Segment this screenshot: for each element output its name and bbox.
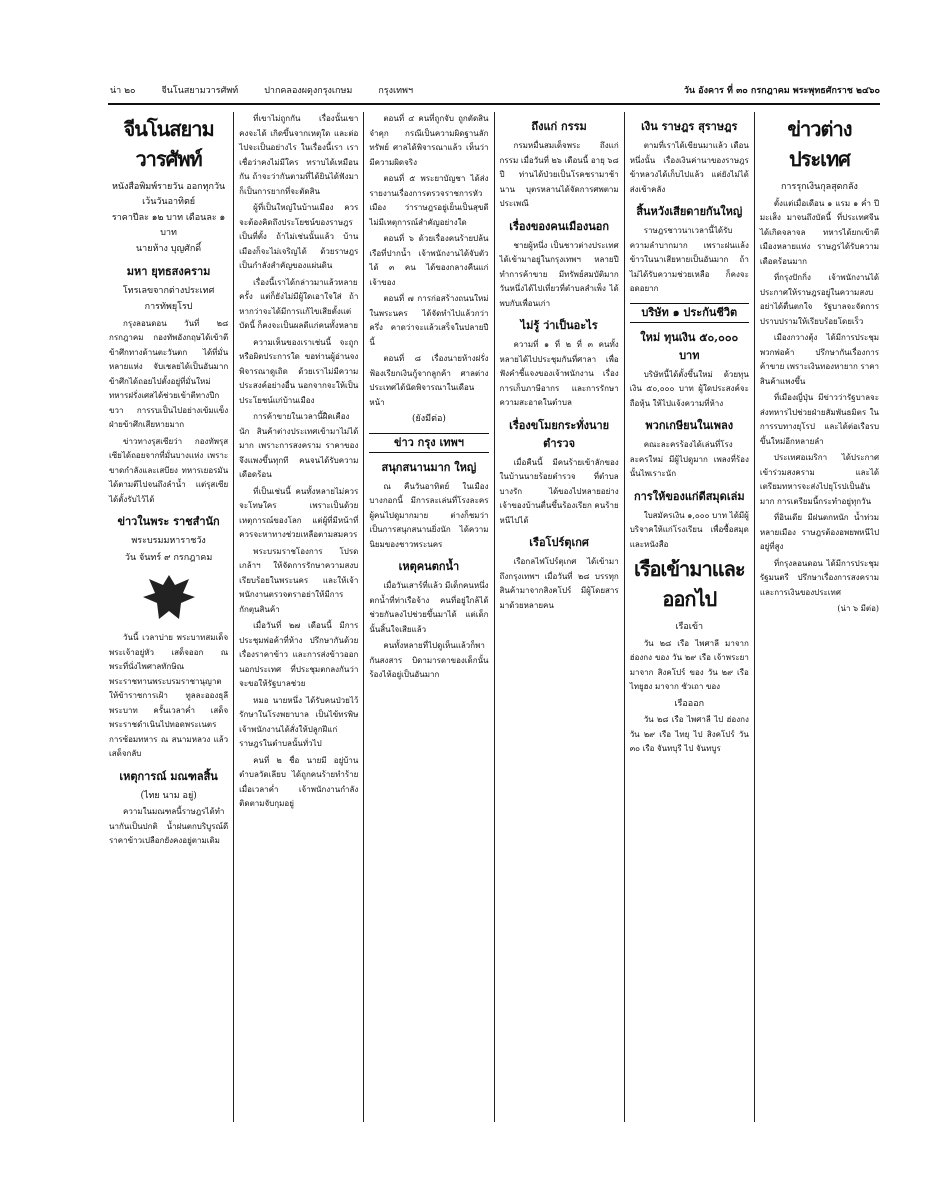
article-paragraph: วัน ๒๘ เรือ ไพศาลี ไป ฮ่องกง วัน ๒๙ เรือ ไทยุ ไป สิงคโปร์ วัน ๓๐ เรือ จันทบุรี ไป จันทบูร [629, 715, 749, 753]
article-headline: เหตุคนตกน้ำ [398, 560, 460, 573]
publisher-location: ปากคลองผดุงกรุงเกษม [264, 86, 353, 96]
article-paragraph: ตอนที่ ๗ การก่อสร้างถนนใหม่ในพระนคร ได้จัดทำไปแล้วกว่าครึ่ง คาดว่าจะแล้วเสร็จในปลายปีนี้ [369, 294, 489, 347]
continued-note: (น่า ๖ มีต่อ) [837, 604, 880, 613]
article-paragraph: เมื่อวันเสาร์ที่แล้ว มีเด็กคนหนึ่งตกน้ำที่ท่าเรือจ้าง คนที่อยู่ใกล้ได้ช่วยกันลงไปช่วยขึ้นมาได้ แต่เด็กนั้นสิ้นใจเสียแล้ว [369, 581, 489, 634]
article-paragraph: ใบสมัครเงิน ๑,๐๐๐ บาท ได้มีผู้บริจาคให้แก่โรงเรียน เพื่อซื้อสมุดและหนังสือ [629, 510, 749, 549]
article-headline: ข่าวในพระ ราชสำนัก [117, 515, 220, 528]
subheading: โทรเลขจากต่างประเทศ [122, 285, 215, 296]
issue-date: วัน อังคาร ที่ ๓๐ กรกฎาคม พระพุทธศักราช ๒๔๖๐ [683, 86, 880, 96]
column-6 [754, 112, 884, 1122]
article-headline: ไม่รู้ ว่าเป็นอะไร [520, 319, 598, 332]
article-paragraph: วันนี้ เวลาบ่าย พระบาทสมเด็จพระเจ้าอยู่หัว เสด็จออก ณ พระที่นั่งไพศาลทักษิณ พระราชทานพระบรมราชานุญาต ให้ข้าราชการเฝ้า ทูลละอองธุลีพระบาท ครั้นเวลาค่ำ เสด็จพระราชดำเนินไปทอดพระเนตรการซ้อมทหาร ณ สนามหลวง แล้วเสด็จกลับ [109, 633, 229, 758]
subheading: ราคาปีละ ๑๒ บาท เดือนละ ๑ บาท [111, 213, 226, 238]
city: กรุงเทพฯ [378, 86, 414, 96]
subheading: (ไทย นาม อยู่) [140, 790, 197, 801]
article-paragraph: ประเทศอเมริกา ได้ประกาศเข้าร่วมสงคราม และได้เตรียมทหารจะส่งไปยุโรปเป็นอันมาก การเตรียมนี้กระทำอยู่ทุกวัน [759, 453, 880, 506]
column-5 [624, 112, 754, 1122]
article-headline: สนุกสนานมาก ใหญ่ [381, 460, 477, 474]
article-paragraph: คนทั้งหลายที่ไปดูเห็นแล้วก็พากันสงสาร บิดามารดาของเด็กนั้นร้องไห้อยู่เป็นอันมาก [369, 641, 489, 679]
article-paragraph: ณ คืนวันอาทิตย์ ในเมืองบางกอกนี้ มีการละเล่นที่โรงละคร ผู้คนไปดูมากมาย ต่างก็ชมว่าเป็นการสนุกสนานยิ่งนัก ได้ความนิยมของชาวพระนคร [369, 481, 489, 549]
article-paragraph: กรุงลอนดอน วันที่ ๒๘ กรกฎาคม กองทัพอังกฤษได้เข้าตีข้าศึกทางด้านตะวันตก ได้ที่มั่นหลายแห่ง จับเชลยได้เป็นอันมาก ข้าศึกได้ถอยไปตั้งอยู่ที่มั่นใหม่ ทหารฝรั่งเศสได้ช่วยเข้าตีทางปีกขวา การรบเป็นไปอย่างเข้มแข็ง ฝ่ายข้าศึกเสียหายมาก [109, 318, 229, 429]
article-paragraph: วัน ๒๘ เรือ ไพศาลี มาจาก ฮ่องกง ของ วัน ๒๙ เรือ เจ้าพระยา มาจาก สิงคโปร์ ของ วัน ๒๙ เรือ ไทยูฮง มาจาก ซัวเถา ของ [629, 638, 749, 691]
article-paragraph: ตอนที่ ๕ พระยาบัญชา ได้ส่งรายงานเรื่องการตรวจราชการหัวเมือง ว่าราษฎรอยู่เย็นเป็นสุขดี ไม่มีเหตุการณ์สำคัญอย่างใด [369, 174, 489, 227]
article-paragraph: ที่เขาไม่ถูกกัน เรื่องนั้นเขาคงจะได้ เกิดขึ้นจากเหตุใด และต่อไปจะเป็นอย่างไร ในเรื่องนี้เรา เราเชื่อว่าคงไม่มีใคร ทราบได้เหมือนกัน ถ้าจะว่ากันตามที่ได้ยินได้ฟังมา ก็เป็นการยากที่จะตัดสิน [239, 114, 359, 196]
article-paragraph: ตอนที่ ๘ เรื่องนายห้างฝรั่ง ฟ้องเรียกเงินกู้จากลูกค้า ศาลต่างประเทศได้นัดพิจารณาในเดือนหน้า [369, 354, 489, 407]
article-paragraph: ตามที่เราได้เขียนมาแล้ว เดือนหนึ่งนั้น เรื่องเงินค่านาของราษฎร ข้าหลวงได้เก็บไปแล้ว แต่ยังไม่ได้ส่งเข้าคลัง [629, 141, 749, 194]
article-paragraph: การค้าขายในเวลานี้ฝืดเคืองนัก สินค้าต่างประเทศเข้ามาไม่ได้มาก เพราะการสงคราม ราคาของจึงแพงขึ้นทุกที คนจนได้รับความเดือดร้อน [239, 412, 359, 479]
article-paragraph: ตั้งแต่เมื่อเดือน ๑ แรม ๑ ค่ำ ปีมะเส็ง มาจนถึงบัดนี้ ที่ประเทศจีนได้เกิดจลาจล ทหารได้ยกเข้าตีเมืองหลายแห่ง ราษฎรได้รับความเดือดร้อนมาก [759, 198, 880, 266]
article-paragraph: ข่าวทางรุสเซียว่า กองทัพรุสเซียได้ถอยจากที่มั่นบางแห่ง เพราะขาดกำลังและเสบียง ทหารเยอรมันได้ตามตีไปจนถึงลำน้ำ แต่รุสเซียได้ตั้งรับไว้ได้ [109, 436, 229, 504]
article-paragraph: ชายผู้หนึ่ง เป็นชาวต่างประเทศ ได้เข้ามาอยู่ในกรุงเทพฯ หลายปี ทำการค้าขาย มีทรัพย์สมบัติมาก วันหนึ่งได้ไปเที่ยวที่ตำบลสำเพ็ง ได้พบกับเพื่อนเก่า [499, 240, 619, 308]
article-paragraph: เมื่อวันที่ ๒๗ เดือนนี้ มีการประชุมพ่อค้าที่ห้าง ปรึกษากันด้วยเรื่องราคาข้าว และการส่งข้าวออกนอกประเทศ ที่ประชุมตกลงกันว่าจะขอให้รัฐบาลช่วย [239, 621, 359, 688]
newspaper-columns [104, 112, 884, 1122]
article-headline: การให้ของแก่ดีสมุดเล่ม [633, 489, 745, 503]
article-paragraph: เมืองกวางตุ้ง ได้มีการประชุมพวกพ่อค้า ปรึกษากันเรื่องการค้าขาย เพราะเงินทองหายาก ราคาสินค้าแพงขึ้น [759, 333, 880, 386]
article-paragraph: เรือกลไฟโปร์ตุเกศ ได้เข้ามาถึงกรุงเทพฯ เมื่อวันที่ ๒๘ บรรทุกสินค้ามาจากสิงคโปร์ มีผู้โดยสารมาด้วยหลายคน [499, 557, 619, 610]
boxed-headline: ข่าว กรุง เทพฯ [369, 433, 488, 453]
column-3 [363, 112, 493, 1122]
article-paragraph: ที่อินเดีย มีฝนตกหนัก น้ำท่วมหลายเมือง ราษฎรต้องอพยพหนีไปอยู่ที่สูง [759, 513, 880, 551]
article-headline: มหา ยุทธสงคราม [126, 264, 211, 278]
article-headline: เงิน ราษฎร สุราษฎร [641, 120, 738, 133]
section-title: จีนโนสยามวารศัพท์ [123, 117, 214, 171]
masthead-rule [108, 103, 880, 105]
subheading: หนังสือพิมพ์รายวัน ออกทุกวัน เว้นวันอาทิตย์ [111, 182, 226, 207]
article-paragraph: ความในมณฑลนี้ราษฎรได้ทำนากันเป็นปกติ น้ำฝนตกบริบูรณ์ดี ราคาข้าวเปลือกยังคงอยู่ตามเดิม [109, 807, 229, 845]
article-paragraph: เมื่อคืนนี้ มีคนร้ายเข้าลักของในบ้านนายร้อยตำรวจ ที่ตำบลบางรัก ได้ของไปหลายอย่าง เจ้าของบ้านตื่นขึ้นร้องเรียก คนร้ายหนีไปได้ [499, 457, 619, 525]
article-headline: เหตุการณ์ มณฑลสิ้น [119, 769, 218, 783]
subheading: การทัพยุโรป [144, 302, 193, 312]
section-title: เรือเข้ามาและออกไป [633, 557, 745, 611]
article-paragraph: คนที่ ๒ ชื่อ นายมี อยู่บ้านตำบลวัดเลียบ ได้ถูกคนร้ายทำร้ายเมื่อเวลาค่ำ เจ้าพนักงานกำลังติดตามจับกุมอยู่ [239, 755, 359, 808]
article-headline: ถึงแก่ กรรม [531, 120, 587, 133]
article-paragraph: หมอ นายหนึ่ง ได้รับคนป่วยไว้รักษาในโรงพยาบาล เป็นไข้ทรพิษ เจ้าพนักงานได้สั่งให้ปลูกฝีแก่ราษฎรในตำบลนั้นทั่วไป [239, 695, 359, 748]
article-headline: สิ้นหวังเสียดายกันใหญ่ [636, 205, 743, 218]
page-number: น่า ๒๐ [110, 86, 136, 96]
article-paragraph: ตอนที่ ๔ คนที่ถูกจับ ถูกตัดสินจำคุก กรณีเป็นความผิดฐานลักทรัพย์ ศาลได้พิจารณาแล้ว เห็นว่ามีความผิดจริง [369, 114, 489, 167]
article-paragraph: ที่กรุงลอนดอน ได้มีการประชุมรัฐมนตรี ปรึกษาเรื่องการสงคราม และการเงินของประเทศ [759, 558, 880, 597]
subheading: นายห้าง บุญศักดิ์ [136, 244, 202, 254]
article-paragraph: ที่เป็นเช่นนี้ คนทั้งหลายไม่ควรจะโทษใคร เพราะเป็นด้วยเหตุการณ์ของโลก แต่ผู้ที่มีหน้าที่ควรจะหาทางช่วยเหลือตามสมควร [239, 486, 359, 539]
article-paragraph: คณะละครร้องได้เล่นที่โรงละครใหม่ มีผู้ไปดูมาก เพลงที่ร้องนั้นไพเราะนัก [629, 440, 749, 478]
garuda-emblem-icon [139, 571, 199, 625]
article-paragraph: พระบรมราชโองการ โปรดเกล้าฯ ให้จัดการรักษาความสงบเรียบร้อยในพระนคร และให้เจ้าพนักงานตรวจตราอย่าให้มีการกักตุนสินค้า [239, 546, 359, 614]
article-paragraph: ตอนที่ ๖ ด้วยเรื่องคนร้ายปล้นเรือที่ปากน้ำ เจ้าพนักงานได้จับตัวได้ ๓ คน ได้ของกลางคืนแก่เจ้าของ [369, 234, 489, 287]
subheading: (ยังมีต่อ) [411, 414, 446, 424]
article-paragraph: ผู้ที่เป็นใหญ่ในบ้านเมือง ควรจะต้องคิดถึงประโยชน์ของราษฎรเป็นที่ตั้ง ถ้าไม่เช่นนั้นแล้ว บ้านเมืองก็จะไม่เจริญได้ ด้วยราษฎรเป็นกำลังสำคัญของแผ่นดิน [239, 203, 359, 270]
subheading: การรุกเงินกุลสุดกลัง [780, 182, 858, 192]
article-paragraph: ความเห็นของเราเช่นนี้ จะถูกหรือผิดประการใด ขอท่านผู้อ่านจงพิจารณาดูเถิด ด้วยเราไม่มีความประสงค์อย่างอื่น นอกจากจะให้เป็นประโยชน์แก่บ้านเมือง [239, 337, 359, 405]
subheading: เรือเข้า [675, 622, 704, 632]
article-paragraph: กรมหมื่นสมเด็จพระ ถึงแก่กรรม เมื่อวันที่ ๒๖ เดือนนี้ อายุ ๖๘ ปี ท่านได้ป่วยเป็นโรคชรามาช้านาน บุตรหลานได้จัดการศพตามประเพณี [499, 141, 619, 208]
article-paragraph: เรื่องนี้เราได้กล่าวมาแล้วหลายครั้ง แต่ก็ยังไม่มีผู้ใดเอาใจใส่ ถ้าหากว่าจะได้มีการแก้ไขเสียตั้งแต่บัดนี้ ก็คงจะเป็นผลดีแก่คนทั้งหลาย [239, 277, 359, 330]
masthead [110, 82, 880, 98]
article-paragraph: ที่กรุงปักกิ่ง เจ้าพนักงานได้ประกาศให้ราษฎรอยู่ในความสงบ อย่าได้ตื่นตกใจ รัฐบาลจะจัดการปราบปรามให้เรียบร้อยโดยเร็ว [759, 273, 880, 326]
subheading: วัน จันทร์ ๙ กรกฎาคม [124, 552, 213, 563]
column-4 [494, 112, 624, 1122]
boxed-headline: บริษัท ๑ ประกันชีวิต [630, 303, 749, 323]
section-title: ข่าวต่างประเทศ [787, 117, 852, 171]
article-headline: เรื่องของคนเมืองนอก [509, 219, 609, 233]
subheading: เรือออก [674, 698, 705, 709]
article-paragraph: ความที่ ๑ ที่ ๒ ที่ ๓ คนทั้งหลายได้ไปประชุมกันที่ศาลา เพื่อฟังคำชี้แจงของเจ้าพนักงาน เรื่องการเก็บภาษีอากร และการรักษาความสะอาดในตำบล [499, 340, 619, 407]
article-headline: ใหม่ ทุนเงิน ๕๐,๐๐๐ บาท [640, 330, 739, 362]
article-headline: เรื่องขโมยกระทั่งนายตำรวจ [509, 418, 610, 450]
paper-name: จีนโนสยามวารศัพท์ [161, 86, 239, 96]
column-2 [233, 112, 363, 1122]
subheading: พระบรมมหาราชวัง [131, 536, 206, 546]
article-headline: เรือโปร์ตุเกศ [529, 536, 589, 549]
article-paragraph: บริษัทนี้ได้ตั้งขึ้นใหม่ ด้วยทุนเงิน ๕๐,๐๐๐ บาท ผู้ใดประสงค์จะถือหุ้น ให้ไปแจ้งความที่ห้าง [629, 369, 749, 408]
column-1 [104, 112, 233, 1122]
article-paragraph: ราษฎรชาวนาเวลานี้ได้รับความลำบากมาก เพราะฝนแล้ง ข้าวในนาเสียหายเป็นอันมาก ถ้าไม่ได้รับความช่วยเหลือ ก็คงจะอดอยาก [629, 226, 749, 293]
article-headline: พวกเกษียนในเพลง [645, 419, 734, 432]
article-paragraph: ที่เมืองญี่ปุ่น มีข่าวว่ารัฐบาลจะส่งทหารไปช่วยฝ่ายสัมพันธมิตร ในการรบทางยุโรป และได้ต่อเรือรบขึ้นใหม่อีกหลายลำ [759, 393, 880, 446]
